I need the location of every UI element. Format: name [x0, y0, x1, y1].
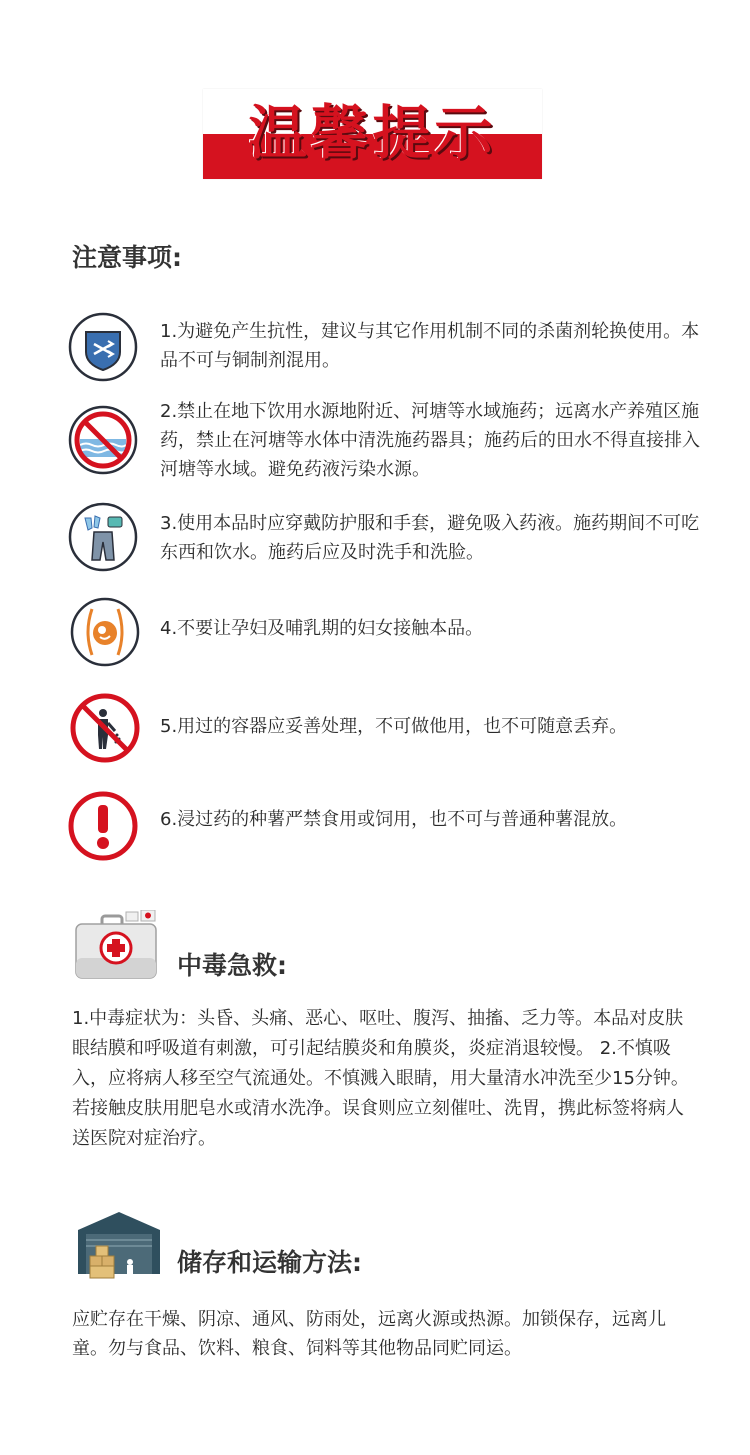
pregnant-icon — [70, 597, 140, 667]
precaution-item-1: 1.为避免产生抗性，建议与其它作用机制不同的杀菌剂轮换使用。本品不可与铜制剂混用。 — [160, 321, 700, 371]
precaution-item-3: 3.使用本品时应穿戴防护服和手套，避免吸入药液。施药期间不可吃东西和饮水。施药后应及时洗手和洗脸。 — [160, 513, 700, 563]
warning-exclamation-icon — [68, 791, 138, 861]
storage-text: 应贮存在干燥、阴凉、通风、防雨处，远离火源或热源。加锁保存，远离儿童。勿与食品、饮料、粮食、饲料等其他物品同贮同运。 — [72, 1309, 666, 1359]
first-aid-text: 1.中毒症状为：头昏、头痛、恶心、呕吐、腹泻、抽搐、乏力等。本品对皮肤眼结膜和呼吸道有刺激，可引起结膜炎和角膜炎，炎症消退较慢。 2.不慎吸入，应将病人移至空气流通处。不慎溅入眼睛，用大量清水冲洗至少15分钟。若接触皮肤用肥皂水或清水洗净。误食则应立刻催吐、洗胃，携此标签将病人送医院对症治疗。 — [72, 1008, 689, 1149]
precautions-heading: 注意事项: — [72, 243, 182, 272]
no-water-icon — [68, 405, 138, 475]
precaution-item-4: 4.不要让孕妇及哺乳期的妇女接触本品。 — [160, 618, 484, 639]
rotate-shield-icon — [68, 312, 138, 382]
first-aid-heading: 中毒急救: — [177, 951, 287, 980]
storage-heading: 储存和运输方法: — [177, 1248, 362, 1277]
precaution-item-5: 5.用过的容器应妥善处理，不可做他用，也不可随意丢弃。 — [160, 716, 628, 737]
banner — [203, 89, 542, 179]
protective-gear-icon — [68, 502, 138, 572]
no-littering-icon — [70, 693, 140, 763]
warehouse-icon — [74, 1208, 164, 1284]
first-aid-kit-icon — [74, 910, 164, 982]
precaution-item-2: 2.禁止在地下饮用水源地附近、河塘等水域施药；远离水产养殖区施药，禁止在河塘等水体中清洗施药器具；施药后的田水不得直接排入河塘等水域。避免药液污染水源。 — [160, 401, 700, 480]
precaution-item-6: 6.浸过药的种薯严禁食用或饲用，也不可与普通种薯混放。 — [160, 809, 628, 830]
banner-title: 温馨提示 — [248, 99, 497, 167]
